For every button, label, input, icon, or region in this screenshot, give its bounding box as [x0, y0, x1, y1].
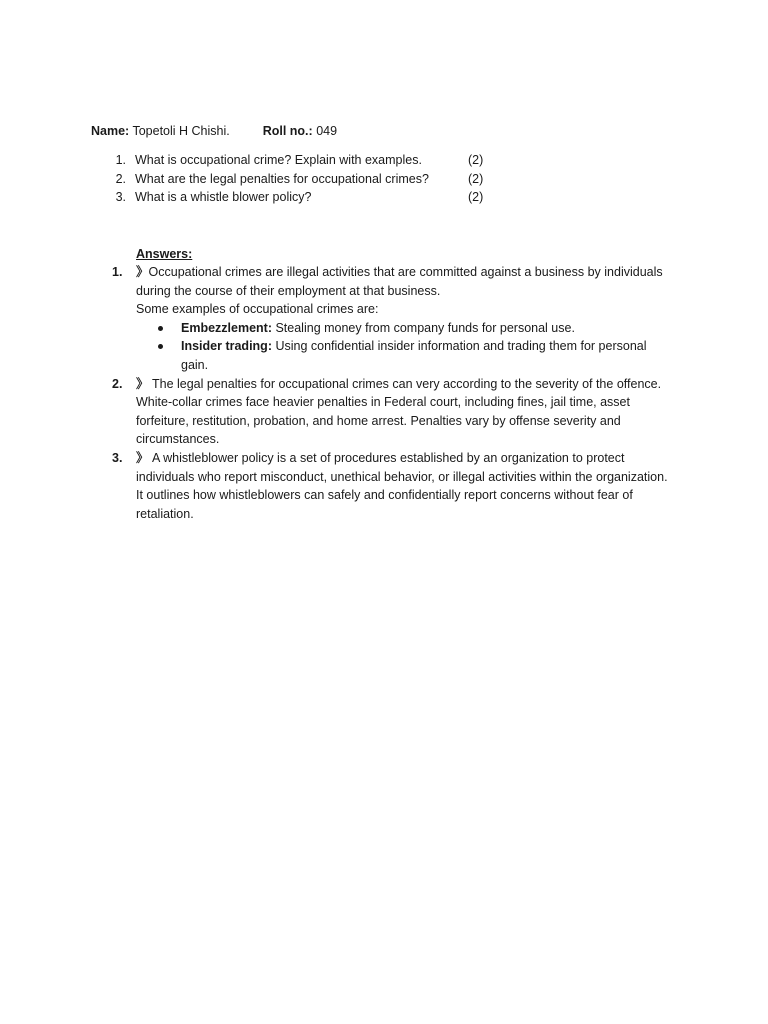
example-term: Embezzlement:	[181, 320, 272, 335]
question-text: What is occupational crime? Explain with examples.	[135, 153, 422, 167]
name-value: Topetoli H Chishi.	[132, 124, 230, 138]
question-marks: (2)	[468, 153, 484, 167]
question-text: What is a whistle blower policy?	[135, 190, 312, 204]
example-term: Insider trading:	[181, 339, 272, 354]
example-item	[136, 319, 672, 338]
bullet-icon	[158, 326, 163, 331]
question-list	[112, 151, 512, 207]
name-label: Name:	[91, 124, 130, 138]
answer-body	[136, 449, 672, 523]
answer-number: 1.	[112, 265, 123, 279]
student-info	[91, 122, 337, 140]
question-number: 1.	[115, 153, 126, 167]
bullet-icon	[158, 344, 163, 349]
example-list	[136, 319, 672, 375]
answer-body	[136, 375, 672, 449]
question-marks: (2)	[468, 171, 484, 186]
answer-text: A whistleblower policy is a set of procedures established by an organization to protect individuals who report misconduct, unethical behavior, or illegal activities within the organization. It outlines how whistleblowers can safely and confidentially report concerns without fear of retaliation.	[136, 450, 668, 521]
answer-number: 2.	[112, 376, 123, 391]
answer-item	[112, 375, 672, 449]
examples-intro: Some examples of occupational crimes are:	[136, 302, 379, 317]
example-item	[136, 337, 672, 374]
question-number: 3.	[115, 190, 126, 204]
roll-label: Roll no.:	[262, 124, 313, 138]
question-item	[112, 170, 512, 189]
arrow-icon: 》	[136, 450, 149, 465]
answer-body	[136, 263, 672, 300]
question-item	[112, 151, 512, 170]
question-marks: (2)	[468, 190, 484, 204]
arrow-icon: 》	[136, 265, 149, 279]
arrow-icon: 》	[136, 376, 149, 391]
answer-item	[112, 263, 672, 375]
answer-text: The legal penalties for occupational crimes can very according to the severity of the offence. White-collar crimes face heavier penalties in Federal court, including fines, jail time, asset forfeiture, restitution, probation, and home arrest. Penalties vary by offense severity and circumstances.	[136, 376, 662, 447]
roll-value: 049	[316, 124, 338, 138]
answer-item	[112, 449, 672, 523]
answer-text: Occupational crimes are illegal activities that are committed against a business by individuals during the course of their employment at that business.	[136, 265, 663, 298]
question-text: What are the legal penalties for occupational crimes?	[135, 171, 429, 186]
answers-heading: Answers:	[136, 247, 193, 261]
answer-number: 3.	[112, 450, 123, 465]
question-item	[112, 188, 512, 207]
answer-list	[112, 263, 672, 523]
example-desc: Stealing money from company funds for personal use.	[272, 320, 575, 335]
question-number: 2.	[115, 171, 126, 186]
example-desc: Using confidential insider information and trading them for personal gain.	[181, 339, 647, 372]
